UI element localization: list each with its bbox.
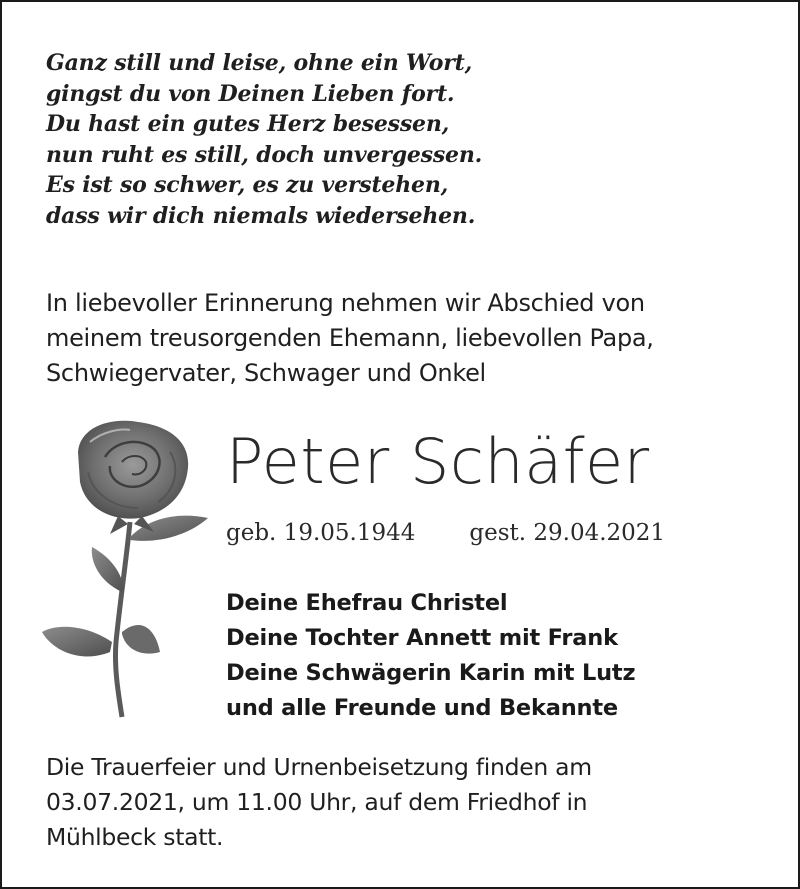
intro-line: meinem treusorgenden Ehemann, liebevollen Papa, [46, 324, 654, 352]
death-date: gest. 29.04.2021 [469, 520, 666, 546]
deceased-name: Peter Schäfer [226, 425, 650, 498]
poem-line: gingst du von Deinen Lieben fort. [46, 80, 455, 107]
funeral-service-info [46, 750, 592, 855]
poem-line: nun ruht es still, doch unvergessen. [46, 141, 483, 168]
service-line: 03.07.2021, um 11.00 Uhr, auf dem Friedhof in [46, 788, 588, 816]
rose-icon [30, 412, 230, 722]
birth-date: geb. 19.05.1944 [226, 520, 416, 546]
mourners-list [226, 586, 635, 726]
poem-line: Du hast ein gutes Herz besessen, [46, 111, 450, 138]
mourner-line: Deine Ehefrau Christel [226, 590, 508, 616]
intro-line: In liebevoller Erinnerung nehmen wir Abschied von [46, 289, 645, 317]
mourner-line: Deine Tochter Annett mit Frank [226, 625, 618, 651]
poem-line: dass wir dich niemals wiedersehen. [46, 202, 476, 229]
life-dates [226, 516, 665, 550]
poem-line: Es ist so schwer, es zu verstehen, [46, 172, 449, 199]
memorial-poem [46, 48, 482, 232]
farewell-intro [46, 286, 654, 391]
service-line: Die Trauerfeier und Urnenbeisetzung finden am [46, 753, 592, 781]
mourner-line: und alle Freunde und Bekannte [226, 695, 618, 721]
intro-line: Schwiegervater, Schwager und Onkel [46, 359, 486, 387]
mourner-line: Deine Schwägerin Karin mit Lutz [226, 660, 636, 686]
poem-line: Ganz still und leise, ohne ein Wort, [46, 50, 473, 76]
service-line: Mühlbeck statt. [46, 823, 224, 851]
